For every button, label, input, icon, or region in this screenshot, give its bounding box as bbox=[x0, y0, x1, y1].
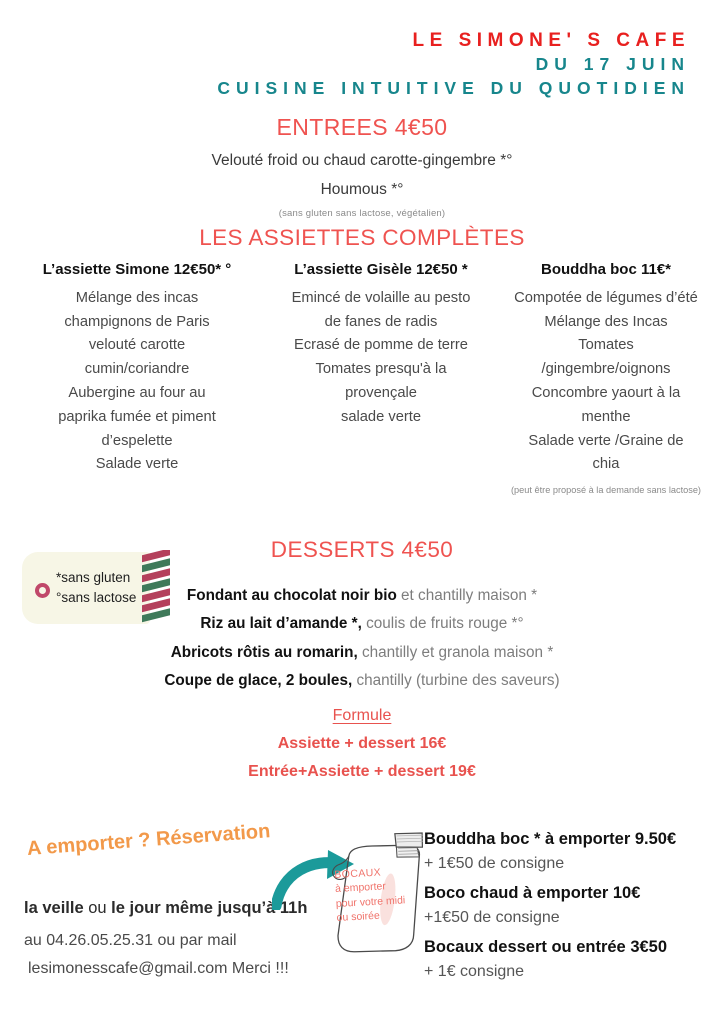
plate-line: de fanes de radis bbox=[324, 313, 438, 330]
plate-title: Bouddha boc 11€* bbox=[540, 260, 672, 278]
entrees-title: ENTREES 4€50 bbox=[276, 113, 448, 140]
plate-line: /gingembre/oignons bbox=[541, 361, 671, 378]
takeaway-reservation-line bbox=[24, 899, 307, 918]
plate-line: Tomates bbox=[578, 337, 634, 354]
entrees-note: (sans gluten sans lactose, végétalien) bbox=[278, 207, 446, 219]
plate-line: Emincé de volaille au pesto bbox=[291, 289, 471, 306]
plate-column-bouddha-boc bbox=[496, 261, 716, 496]
plate-line: Ecrasé de pomme de terre bbox=[294, 337, 468, 354]
assiettes-columns bbox=[0, 261, 724, 496]
takeaway-price-item bbox=[424, 884, 714, 927]
takeaway-price-item bbox=[424, 938, 714, 981]
mason-jar-illustration bbox=[322, 826, 432, 968]
dessert-detail: chantilly et granola maison * bbox=[357, 643, 554, 661]
plate-line: menthe bbox=[581, 408, 631, 425]
dessert-detail: coulis de fruits rouge *° bbox=[361, 615, 524, 633]
plate-line: chia bbox=[592, 456, 620, 473]
dessert-name: Riz au lait d’amande *, bbox=[200, 615, 362, 633]
takeaway-item-deposit: +1€50 de consigne bbox=[424, 909, 560, 926]
takeaway-phone-line: au 04.26.05.25.31 ou par mail bbox=[24, 932, 237, 949]
plate-line: Compotée de légumes d’été bbox=[514, 289, 698, 306]
formule-option: Assiette + dessert 16€ bbox=[277, 734, 447, 752]
dessert-name: Fondant au chocolat noir bio bbox=[186, 587, 397, 605]
dessert-item bbox=[0, 671, 724, 690]
jar-caption-line: BOCAUX bbox=[334, 866, 382, 881]
entree-item: Velouté froid ou chaud carotte-gingembre *° bbox=[211, 151, 513, 169]
plate-line: paprika fumée et piment bbox=[58, 408, 216, 425]
takeaway-item-name: Bocaux dessert ou entrée 3€50 bbox=[424, 938, 668, 956]
dessert-detail: chantilly (turbine des saveurs) bbox=[352, 671, 560, 689]
assiettes-title: LES ASSIETTES COMPLÈTES bbox=[199, 224, 525, 250]
plate-column-gisele bbox=[266, 261, 496, 430]
dessert-name: Abricots rôtis au romarin, bbox=[170, 643, 358, 661]
takeaway-price-item bbox=[424, 830, 714, 873]
entrees-section bbox=[0, 114, 724, 219]
takeaway-item-deposit: + 1€ consigne bbox=[424, 963, 525, 980]
plate-line: d’espelette bbox=[101, 432, 173, 449]
plate-line: salade verte bbox=[340, 408, 421, 425]
plate-line: champignons de Paris bbox=[64, 313, 210, 330]
plate-line: Salade verte /Graine de bbox=[528, 432, 684, 449]
takeaway-email-line[interactable]: lesimonesscafe@gmail.com Merci !!! bbox=[28, 960, 289, 977]
dessert-item bbox=[0, 643, 724, 662]
plate-title: L’assiette Gisèle 12€50 * bbox=[294, 260, 468, 278]
plate-line: Salade verte bbox=[95, 456, 179, 473]
menu-tagline: CUISINE INTUITIVE DU QUOTIDIEN bbox=[217, 77, 690, 98]
plate-column-note: (peut être proposé à la demande sans lactose) bbox=[511, 485, 701, 496]
allergen-lactose-label: °sans lactose bbox=[56, 589, 137, 605]
dessert-detail: et chantilly maison * bbox=[396, 587, 538, 605]
assiettes-section bbox=[0, 225, 724, 496]
formule-option: Entrée+Assiette + dessert 19€ bbox=[248, 762, 476, 780]
jar-caption bbox=[334, 864, 406, 925]
plate-column-simone bbox=[8, 261, 266, 478]
plate-line: Tomates presqu'à la bbox=[315, 361, 447, 378]
formule-section bbox=[0, 707, 724, 781]
takeaway-item-name: Bouddha boc * à emporter 9.50€ bbox=[424, 830, 677, 848]
plate-line: cumin/coriandre bbox=[84, 361, 190, 378]
plate-line: provençale bbox=[345, 385, 417, 402]
menu-date: DU 17 JUIN bbox=[535, 54, 690, 75]
menu-header bbox=[0, 0, 724, 100]
entree-item: Houmous *° bbox=[320, 180, 404, 198]
plate-line: Mélange des Incas bbox=[544, 313, 668, 330]
takeaway-same-day: le jour même jusqu’à 11h bbox=[111, 899, 308, 917]
plate-line: Aubergine au four au bbox=[68, 385, 206, 402]
plate-line: Concombre yaourt à la bbox=[531, 385, 681, 402]
allergen-legend-tag bbox=[22, 552, 172, 624]
takeaway-conjunction: ou bbox=[83, 899, 112, 917]
tag-hole-icon bbox=[35, 583, 50, 598]
allergen-legend-text bbox=[56, 568, 136, 607]
jar-caption-line: à emporter bbox=[334, 880, 387, 896]
cafe-name: LE SIMONE' S CAFE bbox=[412, 30, 690, 51]
plate-line: Mélange des incas bbox=[75, 289, 199, 306]
takeaway-item-name: Boco chaud à emporter 10€ bbox=[424, 884, 641, 902]
takeaway-price-list bbox=[424, 830, 714, 992]
takeaway-item-deposit: + 1€50 de consigne bbox=[424, 855, 565, 872]
dessert-name: Coupe de glace, 2 boules, bbox=[164, 671, 353, 689]
plate-title: L’assiette Simone 12€50* ° bbox=[42, 260, 232, 278]
takeaway-day-before: la veille bbox=[24, 899, 84, 917]
allergen-gluten-label: *sans gluten bbox=[56, 570, 131, 585]
plate-line: velouté carotte bbox=[88, 337, 186, 354]
jar-caption-line: pour votre midi bbox=[335, 893, 406, 910]
tag-stripes bbox=[142, 550, 170, 626]
desserts-title: DESSERTS 4€50 bbox=[270, 537, 454, 563]
formule-title: Formule bbox=[332, 706, 392, 724]
takeaway-heading: A emporter ? Réservation bbox=[26, 820, 272, 861]
jar-caption-line: ou soirée bbox=[336, 909, 381, 924]
